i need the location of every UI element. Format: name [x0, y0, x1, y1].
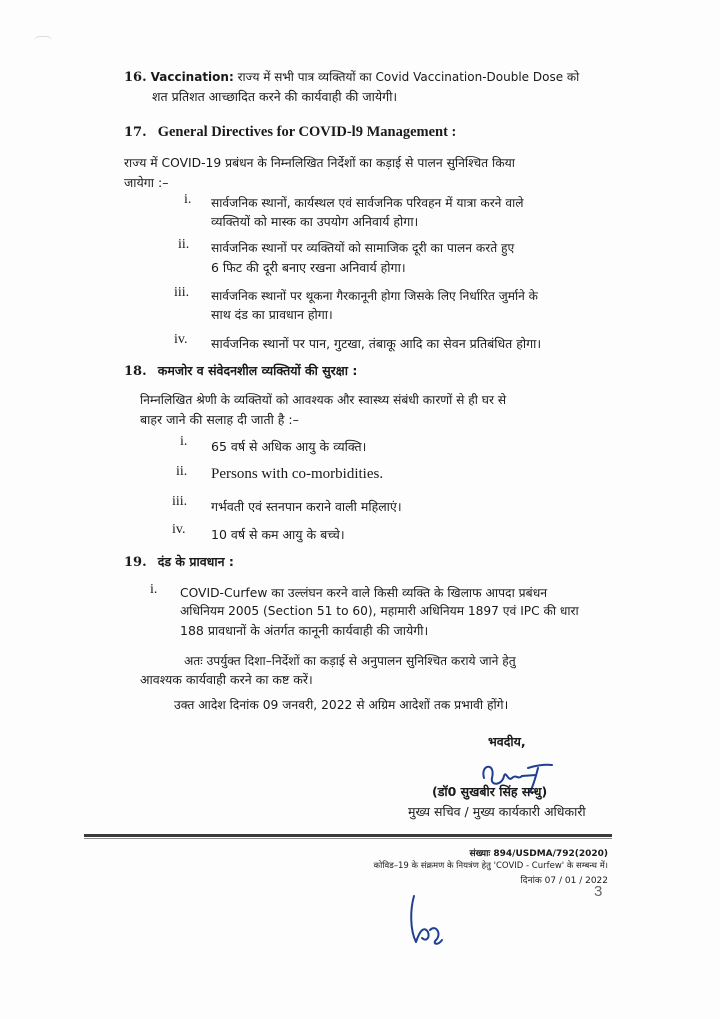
list-item-text: 65 वर्ष से अधिक आयु के व्यक्ति। — [211, 439, 367, 454]
footer-divider — [84, 834, 612, 837]
list-number: iii. — [172, 494, 188, 509]
section-16-line2: शत प्रतिशत आच्छादित करने की कार्यवाही की जायेगी। — [152, 89, 398, 104]
section-heading: दंड के प्रावधान : — [157, 554, 234, 569]
list-number: i. — [180, 434, 188, 449]
signature-greeting: भवदीय, — [488, 734, 526, 749]
section-heading: Vaccination: — [150, 70, 234, 84]
list-item-text: सार्वजनिक स्थानों पर व्यक्तियों को सामाजिक दूरी का पालन करते हुए — [211, 241, 515, 255]
section-16 — [124, 67, 632, 87]
section-number: 16. — [124, 70, 147, 85]
initials-signature — [402, 890, 452, 950]
section-heading: General Directives for COVID-l9 Management : — [157, 124, 457, 140]
list-item-text: गर्भवती एवं स्तनपान कराने वाली महिलाएं। — [211, 499, 402, 514]
section-19-heading — [124, 551, 234, 570]
section-19-line2: अधिनियम 2005 (Section 51 to 60), महामारी अधिनियम 1897 एवं IPC की धारा — [180, 604, 579, 618]
section-17-intro-line2: जायेगा :– — [124, 175, 169, 190]
section-17-heading — [124, 121, 456, 141]
closing-paragraph-line1: अतः उपर्युक्त दिशा–निर्देशों का कड़ाई से अनुपालन सुनिश्चित कराये जाने हेतु — [184, 654, 516, 668]
list-number: iv. — [172, 522, 186, 537]
list-number: iii. — [174, 285, 190, 300]
scan-artifact — [34, 36, 52, 47]
section-17-intro-line1: राज्य में COVID-19 प्रबंधन के निम्नलिखित निर्देशों का कड़ाई से पालन सुनिश्चित किया — [124, 156, 515, 170]
list-number: i. — [184, 192, 192, 207]
closing-paragraph-effective: उक्त आदेश दिनांक 09 जनवरी, 2022 से अग्रिम आदेशों तक प्रभावी होंगे। — [174, 698, 509, 712]
section-heading: कमजोर व संवेदनशील व्यक्तियों की सुरक्षा : — [157, 363, 358, 378]
section-number: 18. — [124, 364, 147, 379]
signatory-designation: मुख्य सचिव / मुख्य कार्यकारी अधिकारी — [408, 804, 586, 819]
list-number: i. — [150, 582, 158, 597]
reference-date: दिनांक 07 / 01 / 2022 — [520, 876, 608, 886]
reference-subject: कोविड–19 के संक्रमण के नियत्रंण हेतु 'COVID - Curfew' के सम्बन्ध में। — [373, 861, 608, 871]
list-item-text: Persons with co-morbidities. — [211, 466, 384, 482]
closing-paragraph-line2: आवश्यक कार्यवाही करने का कष्ट करें। — [140, 672, 313, 687]
section-19-line1: COVID-Curfew का उल्लंघन करने वाले किसी व्यक्ति के खिलाफ आपदा प्रबंधन — [180, 586, 548, 600]
list-item-text: सार्वजनिक स्थानों पर पान, गुटखा, तंबाकू आदि का सेवन प्रतिबंधित होगा। — [211, 336, 542, 351]
list-item-text: सार्वजनिक स्थानों, कार्यस्थल एवं सार्वजनिक परिवहन में यात्रा करने वाले — [211, 196, 524, 210]
signatory-name: (डॉ0 सुखबीर सिंह सन्धु) — [432, 784, 548, 799]
list-item-text: सार्वजनिक स्थानों पर थूकना गैरकानूनी होगा जिसके लिए निर्धारित जुर्माने के — [211, 289, 538, 303]
list-number: ii. — [176, 464, 188, 479]
list-number: ii. — [178, 237, 190, 252]
list-item-text: 10 वर्ष से कम आयु के बच्चे। — [211, 527, 345, 542]
section-18-intro-line2: बाहर जाने की सलाह दी जाती है :– — [140, 412, 299, 427]
footer-divider-thin — [84, 838, 612, 839]
list-item-text: साथ दंड का प्रावधान होगा। — [211, 307, 333, 322]
section-18-intro-line1: निम्नलिखित श्रेणी के व्यक्तियों को आवश्यक और स्वास्थ्य संबंधी कारणों से ही घर से — [140, 393, 507, 407]
reference-number: संख्याः 894/USDMA/792(2020) — [469, 849, 608, 859]
list-item-text: व्यक्तियों को मास्क का उपयोग अनिवार्य होगा। — [211, 214, 419, 229]
section-19-line3: 188 प्रावधानों के अंतर्गत कानूनी कार्यवाही की जायेगी। — [180, 623, 429, 638]
section-number: 17. — [124, 125, 147, 140]
list-number: iv. — [174, 332, 188, 347]
list-item-text: 6 फिट की दूरी बनाए रखना अनिवार्य होगा। — [211, 260, 406, 275]
section-text: राज्य में सभी पात्र व्यक्तियों का Covid Vaccination-Double Dose को — [233, 70, 580, 84]
page-number: 3 — [594, 883, 603, 900]
section-18-heading — [124, 360, 357, 379]
section-number: 19. — [124, 555, 147, 570]
